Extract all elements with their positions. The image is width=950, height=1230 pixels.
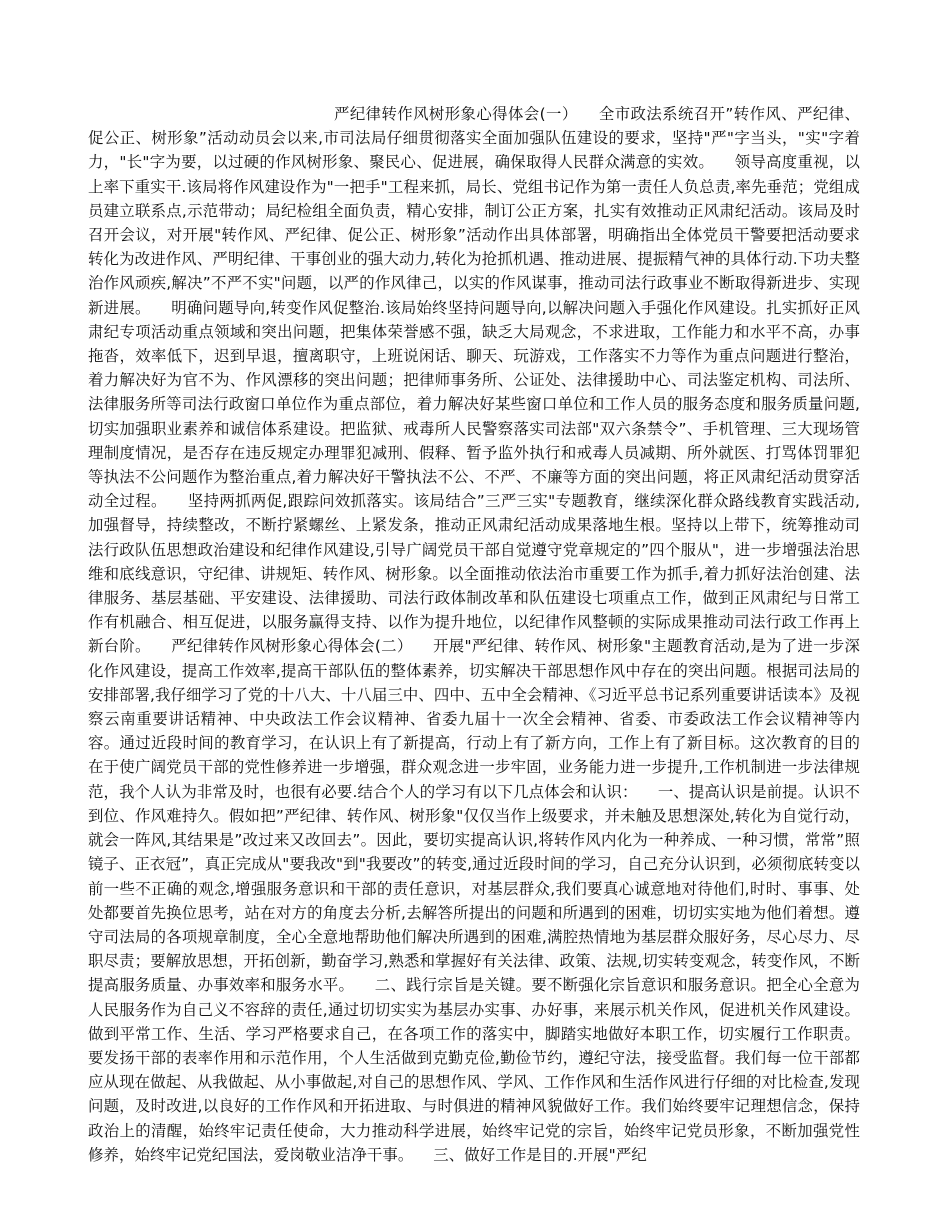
document-body-text: 严纪律转作风树形象心得体会(一） 全市政法系统召开”转作风、严纪律、促公正、树形象”活动动员会以来,市司法局仔细贯彻落实全面加强队伍建设的要求，坚持"严"字当头，"实"字着力，"长"字为要，以过硬的作风树形象、聚民心、促进展，确保取得人民群众满意的实效。 领导高度重视，以上率下重实干.该局将作风建设作为"一把手"工程来抓，局长、党组书记作为第一责任人负总责,率先垂范；党组成员建立联系点,示范带动；局纪检组全面负责，精心安排，制订公正方案，扎实有效推动正风肃纪活动。该局及时召开会议，对开展"转作风、严纪律、促公正、树形象”活动作出具体部署，明确指出全体党员干警要把活动要求转化为改进作风、严明纪律、干事创业的强大动力,转化为抢抓机遇、推动进展、提振精气神的具体行动.下功夫整治作风顽疾,解决”不严不实"问题，以严的作风律己，以实的作风谋事，推动司法行政事业不断取得新进步、实现新进展。 明确问题导向,转变作风促整治.该局始终坚持问题导向,以解决问题入手强化作风建设。扎实抓好正风肃纪专项活动重点领域和突出问题，把集体荣誉感不强，缺乏大局观念，不求进取，工作能力和水平不高，办事拖沓，效率低下，迟到早退，擅离职守，上班说闲话、聊天、玩游戏，工作落实不力等作为重点问题进行整治，着力解决好为官不为、作风漂移的突出问题；把律师事务所、公证处、法律援助中心、司法鉴定机构、司法所、法律服务所等司法行政窗口单位作为重点部位，着力解决好某些窗口单位和工作人员的服务态度和服务质量问题,切实加强职业素养和诚信体系建设。把监狱、戒毒所人民警察落实司法部"双六条禁令”、手机管理、三大现场管理制度情况，是否存在违反规定办理罪犯减刑、假释、暂予监外执行和戒毒人员减期、所外就医、打骂体罚罪犯等执法不公问题作为整治重点,着力解决好干警执法不公、不严、不廉等方面的突出问题，将正风肃纪活动贯穿活动全过程。 坚持两抓两促,跟踪问效抓落实。该局结合”三严三实"专题教育，继续深化群众路线教育实践活动,加强督导，持续整改，不断拧紧螺丝、上紧发条，推动正风肃纪活动成果落地生根。坚持以上带下，统筹推动司法行政队伍思想政治建设和纪律作风建设,引导广阔党员干部自觉遵守党章规定的”四个服从"，进一步增强法治思维和底线意识，守纪律、讲规矩、转作风、树形象。以全面推动依法治市重要工作为抓手,着力抓好法治创建、法律服务、基层基础、平安建设、法律援助、司法行政体制改革和队伍建设七项重点工作，做到正风肃纪与日常工作有机融合、相互促进，以服务赢得支持、以作为提升地位，以纪律作风整顿的实际成果推动司法行政工作再上新台阶。 严纪律转作风树形象心得体会(二） 开展"严纪律、转作风、树形象"主题教育活动,是为了进一步深化作风建设，提高工作效率,提高干部队伍的整体素养，切实解决干部思想作风中存在的突出问题。根据司法局的安排部署,我仔细学习了党的十八大、十八届三中、四中、五中全会精神、《习近平总书记系列重要讲话读本》及视察云南重要讲话精神、中央政法工作会议精神、省委九届十一次全会精神、省委、市委政法工作会议精神等内容。通过近段时间的教育学习，在认识上有了新提高，行动上有了新方向，工作上有了新目标。这次教育的目的在于使广阔党员干部的党性修养进一步增强，群众观念进一步牢固，业务能力进一步提升,工作机制进一步法律规范，我个人认为非常及时，也很有必要.结合个人的学习有以下几点体会和认识： 一、提高认识是前提。认识不到位、作风难持久。假如把”严纪律、转作风、树形象"仅仅当作上级要求，并未触及思想深处,转化为自觉行动，就会一阵风,其结果是”改过来又改回去”。因此，要切实提高认识,将转作风内化为一种养成、一种习惯，常常”照镜子、正衣冠”，真正完成从"要我改"到"我要改”的转变,通过近段时间的学习，自己充分认识到，必须彻底转变以前一些不正确的观念,增强服务意识和干部的责任意识，对基层群众,我们要真心诚意地对待他们,时时、事事、处处都要首先换位思考，站在对方的角度去分析,去解答所提出的问题和所遇到的困难，切切实实地为他们着想。遵守司法局的各项规章制度，全心全意地帮助他们解决所遇到的困难,满腔热情地为基层群众服好务，尽心尽力、尽职尽责；要解放思想，开拓创新，勤奋学习,熟悉和掌握好有关法律、政策、法规,切实转变观念，转变作风，不断提高服务质量、办事效率和服务水平。 二、践行宗旨是关键。要不断强化宗旨意识和服务意识。把全心全意为人民服务作为自己义不容辞的责任,通过切切实实为基层办实事、办好事，来展示机关作风，促进机关作风建设。做到平常工作、生活、学习严格要求自己，在各项工作的落实中，脚踏实地做好本职工作，切实履行工作职责。要发扬干部的表率作用和示范作用，个人生活做到克勤克俭,勤俭节约，遵纪守法，接受监督。我们每一位干部都应从现在做起、从我做起、从小事做起,对自己的思想作风、学风、工作作风和生活作风进行仔细的对比检查,发现问题，及时改进,以良好的工作作风和开拓进取、与时俱进的精神风貌做好工作。我们始终要牢记理想信念，保持政治上的清醒，始终牢记责任使命，大力推动科学进展，始终牢记党的宗旨，始终牢记党员形象，不断加强党性修养，始终牢记党纪国法，爱岗敬业洁净干事。 三、做好工作是目的.开展"严纪 (88, 105, 860, 1164)
document-page (88, 102, 860, 1202)
